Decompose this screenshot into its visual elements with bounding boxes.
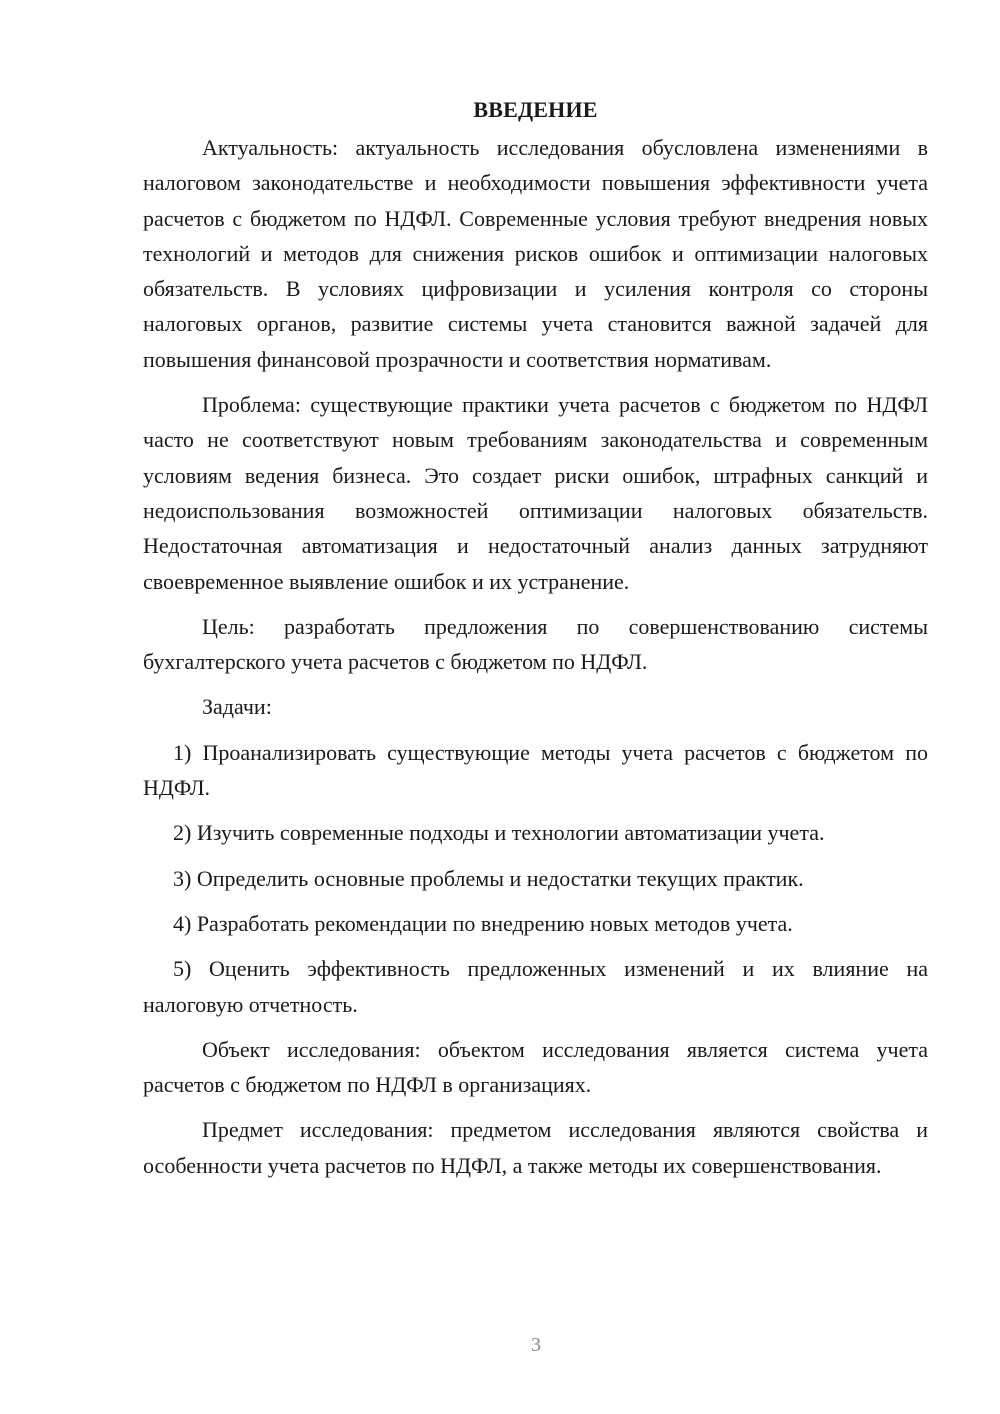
paragraph-subject: Предмет исследования: предметом исследования являются свойства и особенности учета расчетов по НДФЛ, а также методы их совершенствования. [143,1117,928,1178]
task-item-5: 5) Оценить эффективность предложенных изменений и их влияние на налоговую отчетность. [143,956,928,1017]
task-item-3: 3) Определить основные проблемы и недостатки текущих практик. [173,865,804,891]
paragraph-object: Объект исследования: объектом исследования является система учета расчетов с бюджетом по НДФЛ в организациях. [143,1036,928,1098]
page-number: 3 [531,1334,541,1356]
task-item-4: 4) Разработать рекомендации по внедрению новых методов учета. [173,910,793,936]
tasks-label: Задачи: [202,694,272,720]
section-heading: ВВЕДЕНИЕ [473,97,598,122]
task-item-2: 2) Изучить современные подходы и технологии автоматизации учета. [173,820,825,846]
page-content [143,92,928,1183]
paragraph-goal: Цель: разработать предложения по совершенствованию системы бухгалтерского учета расчетов с бюджетом по НДФЛ. [143,613,928,675]
task-item-1: 1) Проанализировать существующие методы учета расчетов с бюджетом по НДФЛ. [143,739,928,801]
paragraph-problem: Проблема: существующие практики учета расчетов с бюджетом по НДФЛ часто не соответствуют новым требованиям законодательства и современным условиям ведения бизнеса. Это создает риски ошибок, штрафных санкций и недоиспользования возможностей оптимизации налоговых обязательств. Недостаточная автоматизация и недостаточный анализ данных затрудняют своевременное выявление ошибок и их устранение. [143,392,928,594]
paragraph-relevance: Актуальность: актуальность исследования обусловлена изменениями в налоговом законодательстве и необходимости повышения эффективности учета расчетов с бюджетом по НДФЛ. Современные условия требуют внедрения новых технологий и методов для снижения рисков ошибок и оптимизации налоговых обязательств. В условиях цифровизации и усиления контроля со стороны налоговых органов, развитие системы учета становится важной задачей для повышения финансовой прозрачности и соответствия нормативам. [143,135,928,372]
